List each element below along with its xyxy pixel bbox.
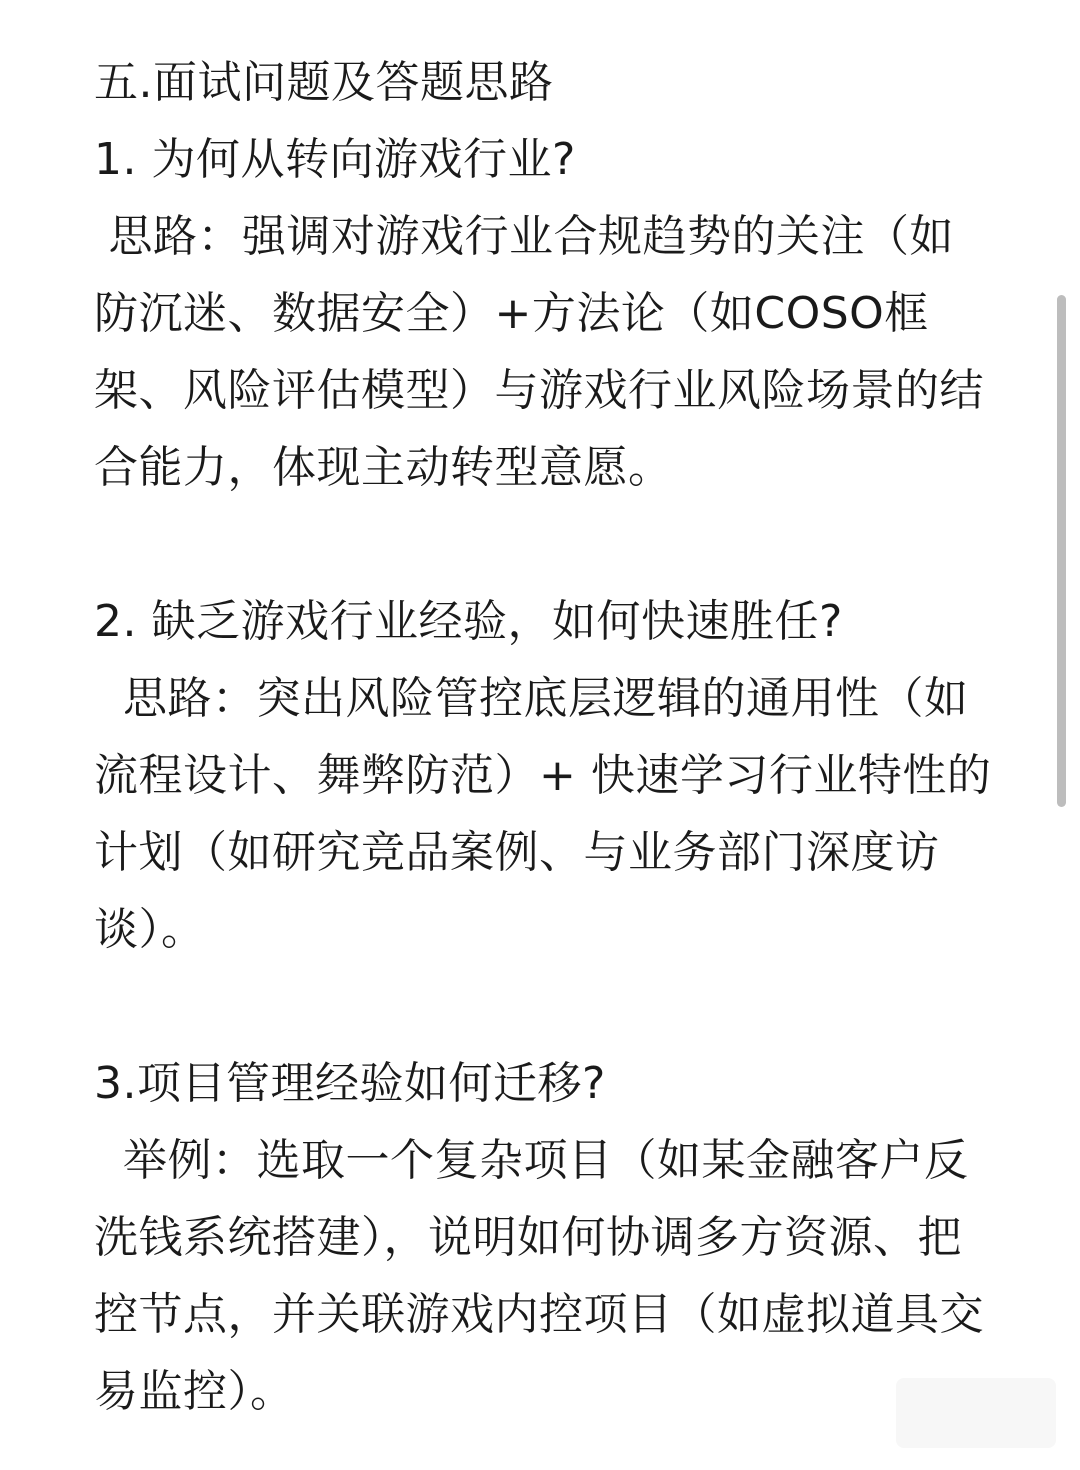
paragraph-gap (94, 968, 1006, 1045)
document-body (94, 44, 1006, 1430)
answer-2-line-3: 计划（如研究竞品案例、与业务部门深度访 (94, 827, 940, 878)
answer-1-line-2: 防沉迷、数据安全）+方法论（如COSO框 (94, 288, 929, 339)
question-2: 2. 缺乏游戏行业经验，如何快速胜任? (94, 596, 843, 647)
answer-2-line-1: 思路：突出风险管控底层逻辑的通用性（如 (94, 673, 969, 724)
vertical-scrollbar[interactable] (1057, 295, 1066, 807)
paragraph-gap (94, 506, 1006, 583)
answer-3-line-4: 易监控）。 (94, 1366, 295, 1417)
answer-1-line-1: 思路：强调对游戏行业合规趋势的关注（如 (94, 211, 954, 262)
answer-1-line-3: 架、风险评估模型）与游戏行业风险场景的结 (94, 365, 984, 416)
answer-3-line-1: 举例：选取一个复杂项目（如某金融客户反 (94, 1135, 969, 1186)
answer-2-line-4: 谈）。 (94, 904, 206, 955)
question-3: 3.项目管理经验如何迁移? (94, 1058, 606, 1109)
answer-3-line-3: 控节点，并关联游戏内控项目（如虚拟道具交 (94, 1289, 984, 1340)
watermark (896, 1378, 1056, 1448)
answer-1-line-4: 合能力，体现主动转型意愿。 (94, 442, 673, 493)
answer-3-line-2: 洗钱系统搭建），说明如何协调多方资源、把 (94, 1212, 962, 1263)
question-1: 1. 为何从转向游戏行业? (94, 134, 576, 185)
section-title: 五.面试问题及答题思路 (94, 57, 554, 108)
answer-2-line-2: 流程设计、舞弊防范）+ 快速学习行业特性的 (94, 750, 992, 801)
